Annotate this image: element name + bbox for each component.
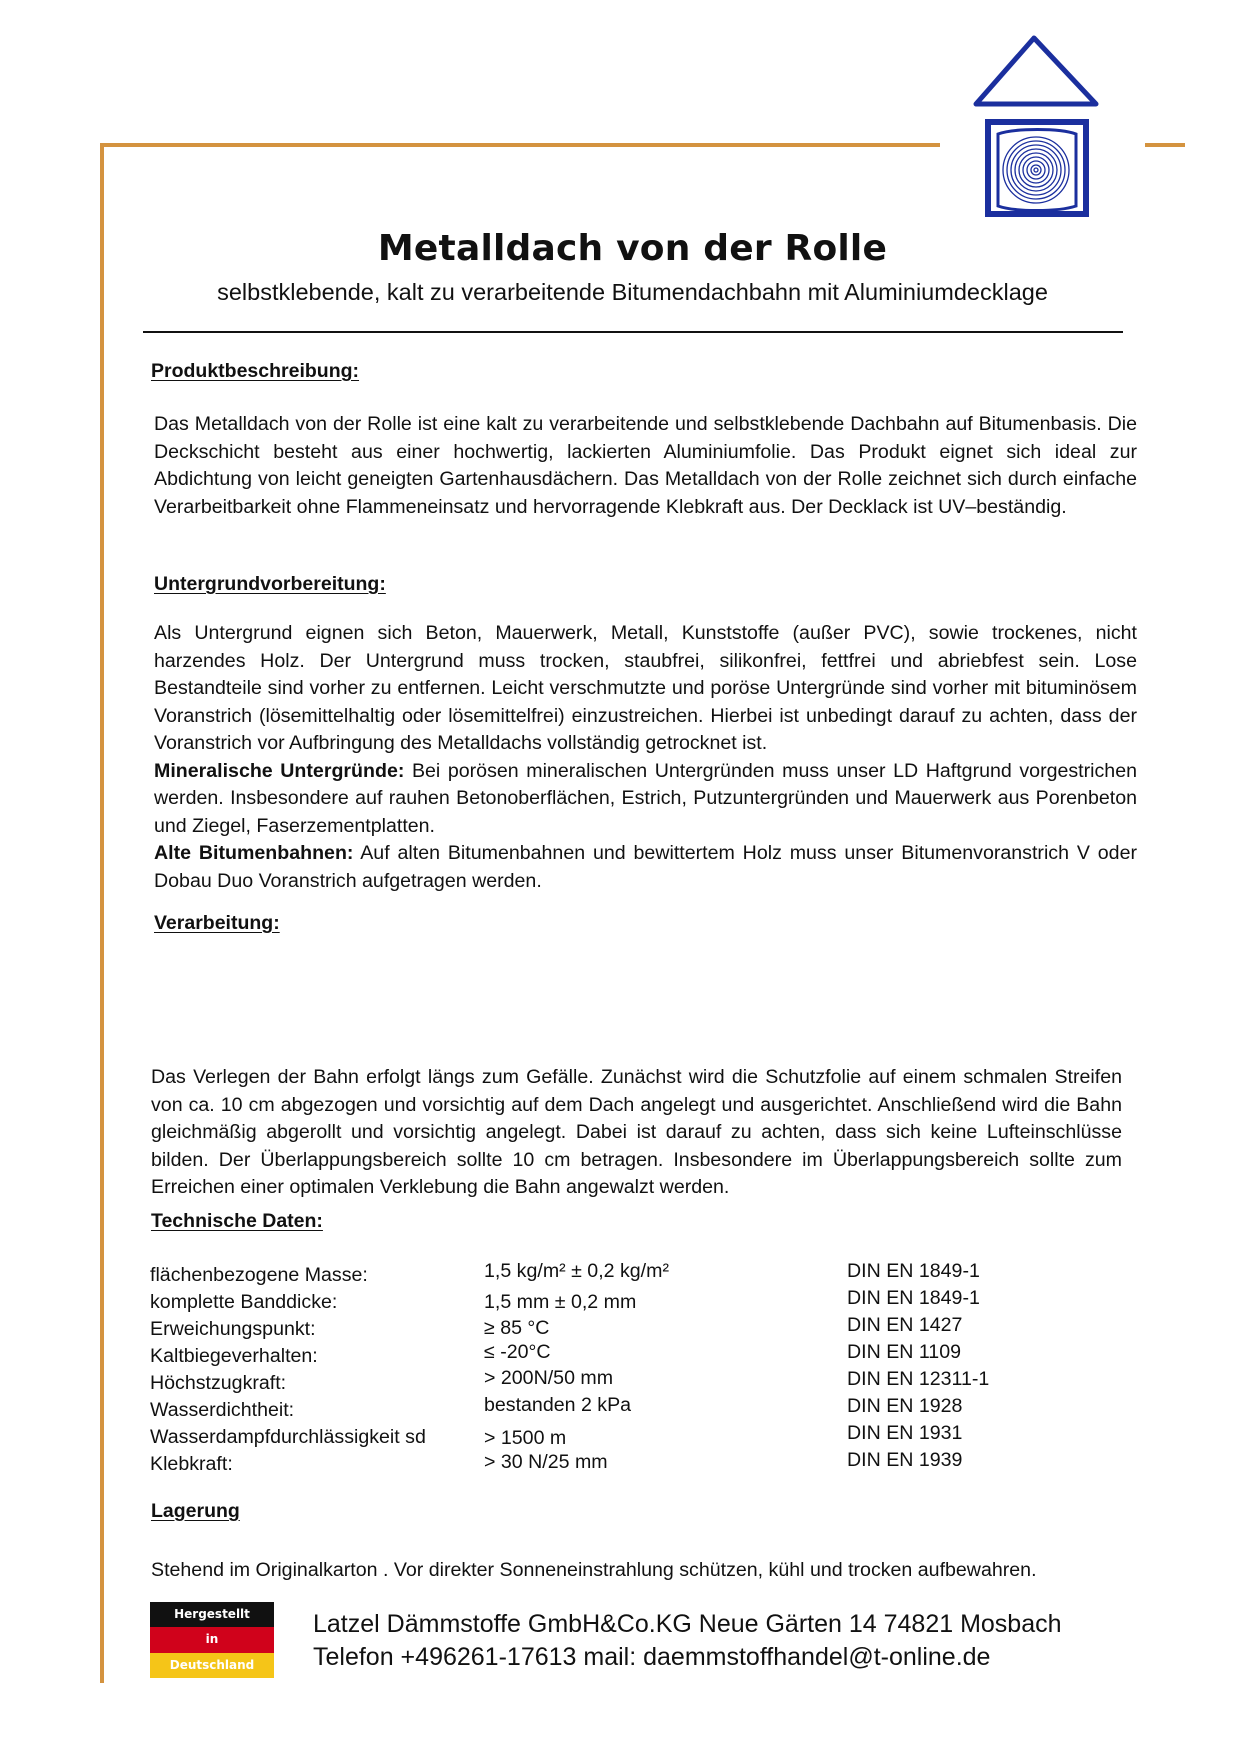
alt-label: Alte Bitumenbahnen:: [154, 842, 354, 864]
tech-norm: DIN EN 1939: [847, 1449, 963, 1471]
verarbeitung-text: Das Verlegen der Bahn erfolgt längs zum Gefälle. Zunächst wird die Schutzfolie auf einem schmalen Streifen von ca. 10 cm abgezogen und vorsichtig auf dem Dach angelegt und ausgerichtet. Anschließend wird die Bahn gleichmäßig abgerollt und vorsichtig angelegt. Dabei ist darauf zu achten, dass sich keine Lufteinschlüsse bilden. Der Überlappungsbereich sollte 10 cm betragen. Insbesondere im Überlappungsbereich sollte zum Erreichen einer optimalen Verklebung die Bahn angewalzt werden.: [151, 1066, 1122, 1198]
tech-value: > 1500 m: [484, 1427, 567, 1449]
page-title: Metalldach von der Rolle: [377, 228, 888, 269]
page-subtitle: selbstklebende, kalt zu verarbeitende Bitumendachbahn mit Aluminiumdecklage: [217, 279, 1048, 305]
tech-norm: DIN EN 1849-1: [847, 1260, 980, 1282]
tech-value: ≤ -20°C: [484, 1341, 551, 1363]
tech-label: Wasserdichtheit:: [150, 1399, 295, 1421]
tech-label: Kaltbiegeverhalten:: [150, 1345, 318, 1367]
tech-label: Klebkraft:: [150, 1453, 233, 1475]
paragraph-untergrund: [154, 620, 1137, 895]
tech-value: 1,5 kg/m² ± 0,2 kg/m²: [484, 1260, 669, 1282]
tech-label: Erweichungspunkt:: [150, 1318, 316, 1340]
tech-value: ≥ 85 °C: [484, 1317, 550, 1339]
title-divider: [143, 331, 1123, 333]
badge-line-1: Hergestellt: [150, 1602, 274, 1627]
tech-value: 1,5 mm ± 0,2 mm: [484, 1291, 637, 1313]
alt-text: Auf alten Bitumenbahnen und bewittertem Holz muss unser Bitumenvoranstrich V oder Dobau Duo Voranstrich aufgetragen werden.: [154, 842, 1137, 892]
mineral-text: Bei porösen mineralischen Untergründen muss unser LD Haftgrund vorgestrichen werden. Insbesondere auf rauhen Betonoberflächen, Estrich, Putzuntergründen und Mauerwerk aus Porenbeton und Ziegel, Faserzementplatten.: [154, 759, 1137, 837]
footer-company-address: Latzel Dämmstoffe GmbH&Co.KG Neue Gärten 14 74821 Mosbach: [313, 1610, 1062, 1638]
made-in-germany-badge: [150, 1602, 274, 1678]
tech-value: bestanden 2 kPa: [484, 1394, 632, 1416]
untergrund-text: Als Untergrund eignen sich Beton, Mauerwerk, Metall, Kunststoffe (außer PVC), sowie trockenes, nicht harzendes Holz. Der Untergrund muss trocken, staubfrei, silikonfrei, fettfrei und abriebfest sein. Lose Bestandteile sind vorher zu entfernen. Leicht verschmutzte und poröse Untergründe sind vorher mit bituminösem Voranstrich (lösemittelhaltig oder lösemittelfrei) einzustreichen. Hierbei ist unbedingt darauf zu achten, dass der Voranstrich vor Aufbringung des Metalldachs vollständig getrocknet ist.: [154, 622, 1137, 754]
frame-line-top-right: [1145, 143, 1185, 147]
house-logo-icon: [970, 34, 1110, 220]
alt-paragraph: [154, 840, 1137, 895]
tech-norm: DIN EN 1849-1: [847, 1287, 980, 1309]
tech-norm: DIN EN 1109: [847, 1341, 961, 1363]
tech-label: Höchstzugkraft:: [150, 1372, 287, 1394]
paragraph-produktbeschreibung: [154, 411, 1137, 521]
mineral-paragraph: [154, 758, 1137, 841]
tech-label: flächenbezogene Masse:: [150, 1264, 368, 1286]
heading-lagerung: Lagerung: [151, 1500, 240, 1522]
heading-untergrundvorbereitung: Untergrundvorbereitung:: [154, 573, 386, 595]
lagerung-text: Stehend im Originalkarton . Vor direkter Sonneneinstrahlung schützen, kühl und trocken aufbewahren.: [151, 1559, 1037, 1581]
frame-line-top: [100, 143, 940, 147]
tech-value: > 200N/50 mm: [484, 1367, 614, 1389]
tech-norm: DIN EN 1427: [847, 1314, 963, 1336]
produkt-text: Das Metalldach von der Rolle ist eine kalt zu verarbeitende und selbstklebende Dachbahn auf Bitumenbasis. Die Deckschicht besteht aus einer hochwertig, lackierten Aluminiumfolie. Das Produkt eignet sich ideal zur Abdichtung von leicht geneigten Gartenhausdächern. Das Metalldach von der Rolle zeichnet sich durch einfache Verarbeitbarkeit ohne Flammeneinsatz und hervorragende Klebkraft aus. Der Decklack ist UV–beständig.: [154, 413, 1137, 518]
mineral-label: Mineralische Untergründe:: [154, 759, 405, 782]
badge-line-2: in: [150, 1627, 274, 1652]
tech-norm: DIN EN 1928: [847, 1395, 963, 1417]
badge-line-3: Deutschland: [150, 1653, 274, 1678]
heading-technische-daten: Technische Daten:: [151, 1210, 323, 1232]
tech-norm: DIN EN 1931: [847, 1422, 963, 1444]
tech-label: Wasserdampfdurchlässigkeit sd: [150, 1426, 426, 1448]
heading-produktbeschreibung: Produktbeschreibung:: [151, 360, 360, 382]
tech-norm: DIN EN 12311-1: [847, 1368, 990, 1390]
heading-verarbeitung: Verarbeitung:: [154, 912, 280, 934]
tech-value: > 30 N/25 mm: [484, 1451, 608, 1473]
tech-label: komplette Banddicke:: [150, 1291, 338, 1313]
footer-contact: Telefon +496261-17613 mail: daemmstoffhandel@t-online.de: [313, 1643, 991, 1671]
paragraph-verarbeitung: [151, 1064, 1122, 1202]
frame-line-left: [100, 143, 104, 1683]
